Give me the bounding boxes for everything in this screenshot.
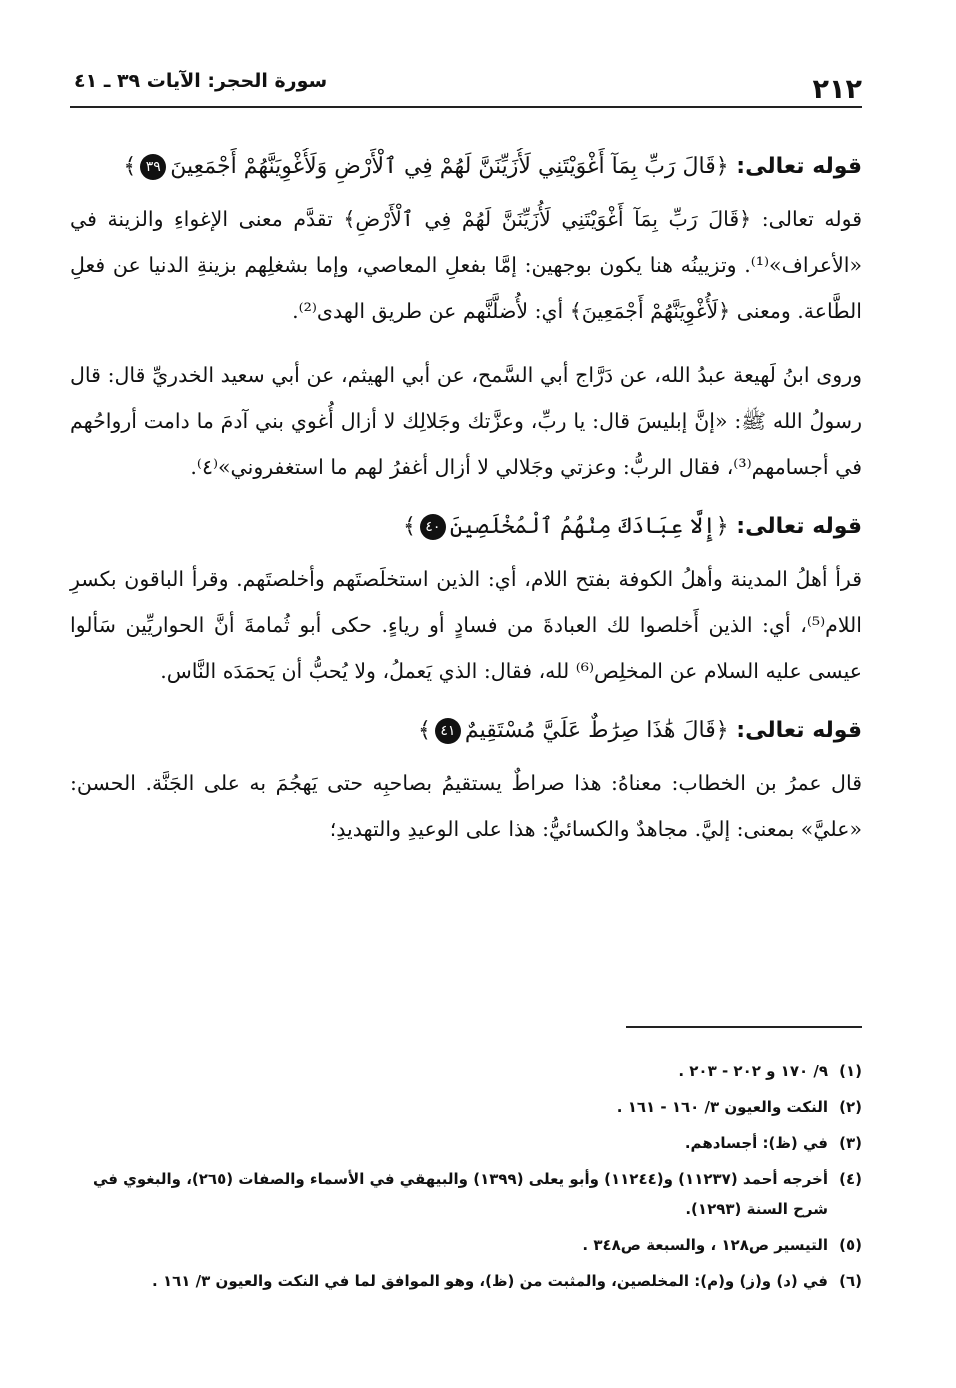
verse-lead: قوله تعالى: xyxy=(728,154,862,179)
footnote-item xyxy=(70,1056,862,1086)
footnote-number: (٥) xyxy=(839,1236,862,1254)
verse-heading-40 xyxy=(70,508,862,546)
footnote-item xyxy=(70,1266,862,1296)
running-title: سورة الحجر: الآيات ٣٩ ـ ٤١ xyxy=(74,70,328,92)
footnote-text: في (ظ): أجسادهم. xyxy=(684,1134,828,1152)
verse-close-bracket: ﴾ xyxy=(402,514,416,539)
verse-text: ﴿إِلَّا عِبَادَكَ مِنْهُمُ ٱلْمُخْلَصِينَ xyxy=(449,514,729,539)
verse-number-badge: ٤١ xyxy=(435,718,461,744)
paragraph: قرأ أهلُ المدينة وأهلُ الكوفة بفتح اللام، أي: الذين استخلَصتَهم وأخلصتَهم. وقرأ الباقون بكسرِ اللام⁽⁵⁾، أي: الذين أَخلصوا لك العبادةَ من فسادٍ أو رياءٍ. حكى أبو ثُمامةَ أنَّ الحواريِّين سَألوا عيسى عليه السلام عن المخلِص⁽⁶⁾ لله، فقال: الذي يَعملُ، ولا يُحبُّ أن يَحمَدَه النَّاس. xyxy=(70,567,862,683)
footnote-item xyxy=(70,1092,862,1122)
footnote-text: النكت والعيون ٣/ ١٦٠ - ١٦١ . xyxy=(616,1098,828,1116)
footnote-item xyxy=(70,1128,862,1158)
footnote-text: التيسير ص١٢٨ ، والسبعة ص٣٤٨ . xyxy=(582,1236,828,1254)
footnote-text: في (د) و(ز) و(م): المخلصين، والمثبت من (ظ)، وهو الموافق لما في النكت والعيون ٣/ ١٦١ . xyxy=(152,1272,828,1290)
footnote-text: أخرجه أحمد (١١٢٣٧) و(١١٢٤٤) وأبو يعلى (١٣٩٩) والبيهقي في الأسماء والصفات (٢٦٥)، والبغوي في شرح السنة (١٢٩٣). xyxy=(92,1170,828,1218)
page-number: ٢١٢ xyxy=(812,74,862,105)
main-text xyxy=(70,148,862,870)
footnote-number: (١) xyxy=(839,1062,862,1080)
verse-close-bracket: ﴾ xyxy=(418,718,431,743)
verse-number-badge: ٣٩ xyxy=(140,154,166,180)
paragraph: قوله تعالى: ﴿قَالَ رَبِّ بِمَآ أَغْوَيْتَنِي لَأُزَيِّنَنَّ لَهُمْ فِي ٱلْأَرْضِ﴾ تقدَّم معنى الإغواءِ والزينة في «الأعراف»⁽¹⁾. وتزيينُه هنا يكون بوجهين: إمَّا بفعلِ المعاصي، وإما بشغلِهم بزينةِ الدنيا عن فعلِ الطَّاعة. ومعنى ﴿لَأُغْوِيَنَّهُمْ أَجْمَعِينَ﴾ أي: لأُضلَّنَّهم عن طريق الهدى⁽²⁾. xyxy=(70,207,862,323)
paragraph: قال عمرُ بن الخطاب: معناهُ: هذا صراطٌ يستقيمُ بصاحبِه حتى يَهجُمَ به على الجَنَّة. الحسن: «عليَّ» بمعنى: إليَّ. مجاهدٌ والكسائيُّ: هذا على الوعيدِ والتهديدِ؛ xyxy=(70,771,862,841)
verse-heading-39 xyxy=(70,148,862,186)
footnote-item xyxy=(70,1230,862,1260)
footnote-number: (٦) xyxy=(839,1272,862,1290)
footnote-number: (٤) xyxy=(839,1170,862,1188)
verse-close-bracket: ﴾ xyxy=(123,154,137,179)
book-page xyxy=(70,58,862,1358)
verse-lead: قوله تعالى: xyxy=(728,514,862,539)
verse-text: ﴿قَالَ رَبِّ بِمَآ أَغْوَيْتَنِي لَأُزَيِّنَنَّ لَهُمْ فِي ٱلْأَرْضِ وَلَأُغْوِيَنَّهُمْ أَجْمَعِينَ xyxy=(170,154,729,179)
verse-text: ﴿قَالَ هَٰذَا صِرَٰطٌ عَلَيَّ مُسْتَقِيمٌ xyxy=(464,718,729,743)
footnote-number: (٢) xyxy=(839,1098,862,1116)
footnote-text: ٩/ ١٧٠ و ٢٠٢ - ٢٠٣ . xyxy=(678,1062,828,1080)
paragraph: وروى ابنُ لَهيعة عبدُ الله، عن دَرَّاج أبي السَّمح، عن أبي الهيثم، عن أبي سعيد الخدريِّ قال: قال رسولُ الله ﷺ: «إنَّ إبليسَ قال: يا ربِّ، وعزَّتك وجَلالِك لا أزال أُغوي بني آدمَ ما دامت أرواحُهم في أجسامهم⁽³⁾، فقال الربُّ: وعزتي وجَلالي لا أزال أغفرُ لهم ما استغفروني»⁽٤⁾. xyxy=(70,363,862,479)
verse-lead: قوله تعالى: xyxy=(728,718,862,743)
footnote-item xyxy=(70,1164,862,1224)
footnote-divider xyxy=(626,1026,862,1028)
footnotes xyxy=(70,1056,862,1302)
page-header xyxy=(70,58,862,108)
verse-number-badge: ٤٠ xyxy=(420,514,446,540)
verse-heading-41 xyxy=(70,712,862,750)
footnote-number: (٣) xyxy=(839,1134,862,1152)
